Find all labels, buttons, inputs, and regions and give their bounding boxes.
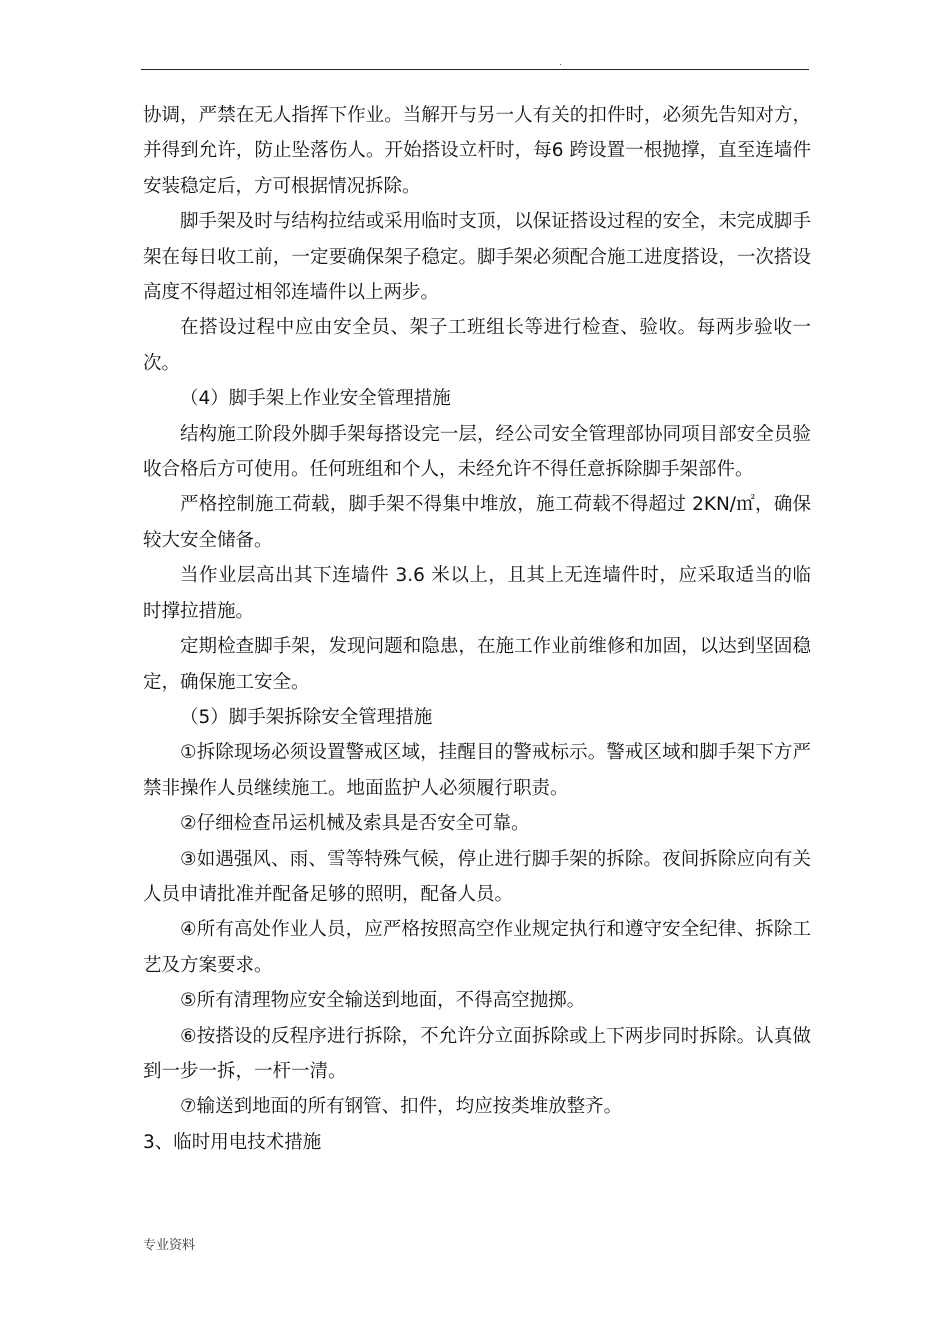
section-heading: 3、临时用电技术措施 (143, 1131, 322, 1153)
footer-label: 专业资料 (143, 1238, 196, 1253)
section-heading: （4）脚手架上作业安全管理措施 (180, 388, 451, 410)
document-body (143, 98, 811, 1160)
list-item: ⑦输送到地面的所有钢管、扣件，均应按类堆放整齐。 (180, 1096, 623, 1118)
list-item: ⑥按搭设的反程序进行拆除，不允许分立面拆除或上下两步同时拆除。认真做到一步一拆，一杆一清。 (143, 1025, 811, 1082)
paragraph: 在搭设过程中应由安全员、架子工班组长等进行检查、验收。每两步验收一次。 (143, 317, 811, 374)
header-mark: . (559, 58, 562, 68)
paragraph: 协调，严禁在无人指挥下作业。当解开与另一人有关的扣件时，必须先告知对方，并得到允许，防止坠落伤人。开始搭设立杆时，每6 跨设置一根抛撑，直至连墙件安装稳定后，方可根据情况拆除。 (143, 105, 811, 197)
list-item: ③如遇强风、雨、雪等特殊气候，停止进行脚手架的拆除。夜间拆除应向有关人员申请批准并配备足够的照明，配备人员。 (143, 848, 811, 905)
paragraph: 定期检查脚手架，发现问题和隐患，在施工作业前维修和加固，以达到坚固稳定，确保施工安全。 (143, 636, 811, 693)
list-item: ④所有高处作业人员，应严格按照高空作业规定执行和遵守安全纪律、拆除工艺及方案要求。 (143, 919, 811, 976)
list-item: ⑤所有清理物应安全输送到地面，不得高空抛掷。 (180, 990, 586, 1012)
header-rule (141, 69, 809, 70)
paragraph: 严格控制施工荷载，脚手架不得集中堆放，施工荷载不得超过 2KN/㎡，确保较大安全储备。 (143, 494, 811, 551)
paragraph: 结构施工阶段外脚手架每搭设完一层，经公司安全管理部协同项目部安全员验收合格后方可使用。任何班组和个人，未经允许不得任意拆除脚手架部件。 (143, 423, 811, 481)
paragraph: 当作业层高出其下连墙件 3.6 米以上，且其上无连墙件时，应采取适当的临时撑拉措施。 (143, 565, 811, 622)
section-heading: （5）脚手架拆除安全管理措施 (180, 706, 433, 728)
list-item: ①拆除现场必须设置警戒区域，挂醒目的警戒标示。警戒区域和脚手架下方严禁非操作人员继续施工。地面监护人必须履行职责。 (143, 742, 811, 799)
paragraph: 脚手架及时与结构拉结或采用临时支顶，以保证搭设过程的安全，未完成脚手架在每日收工前，一定要确保架子稳定。脚手架必须配合施工进度搭设，一次搭设高度不得超过相邻连墙件以上两步。 (143, 211, 811, 304)
list-item: ②仔细检查吊运机械及索具是否安全可靠。 (180, 813, 530, 835)
